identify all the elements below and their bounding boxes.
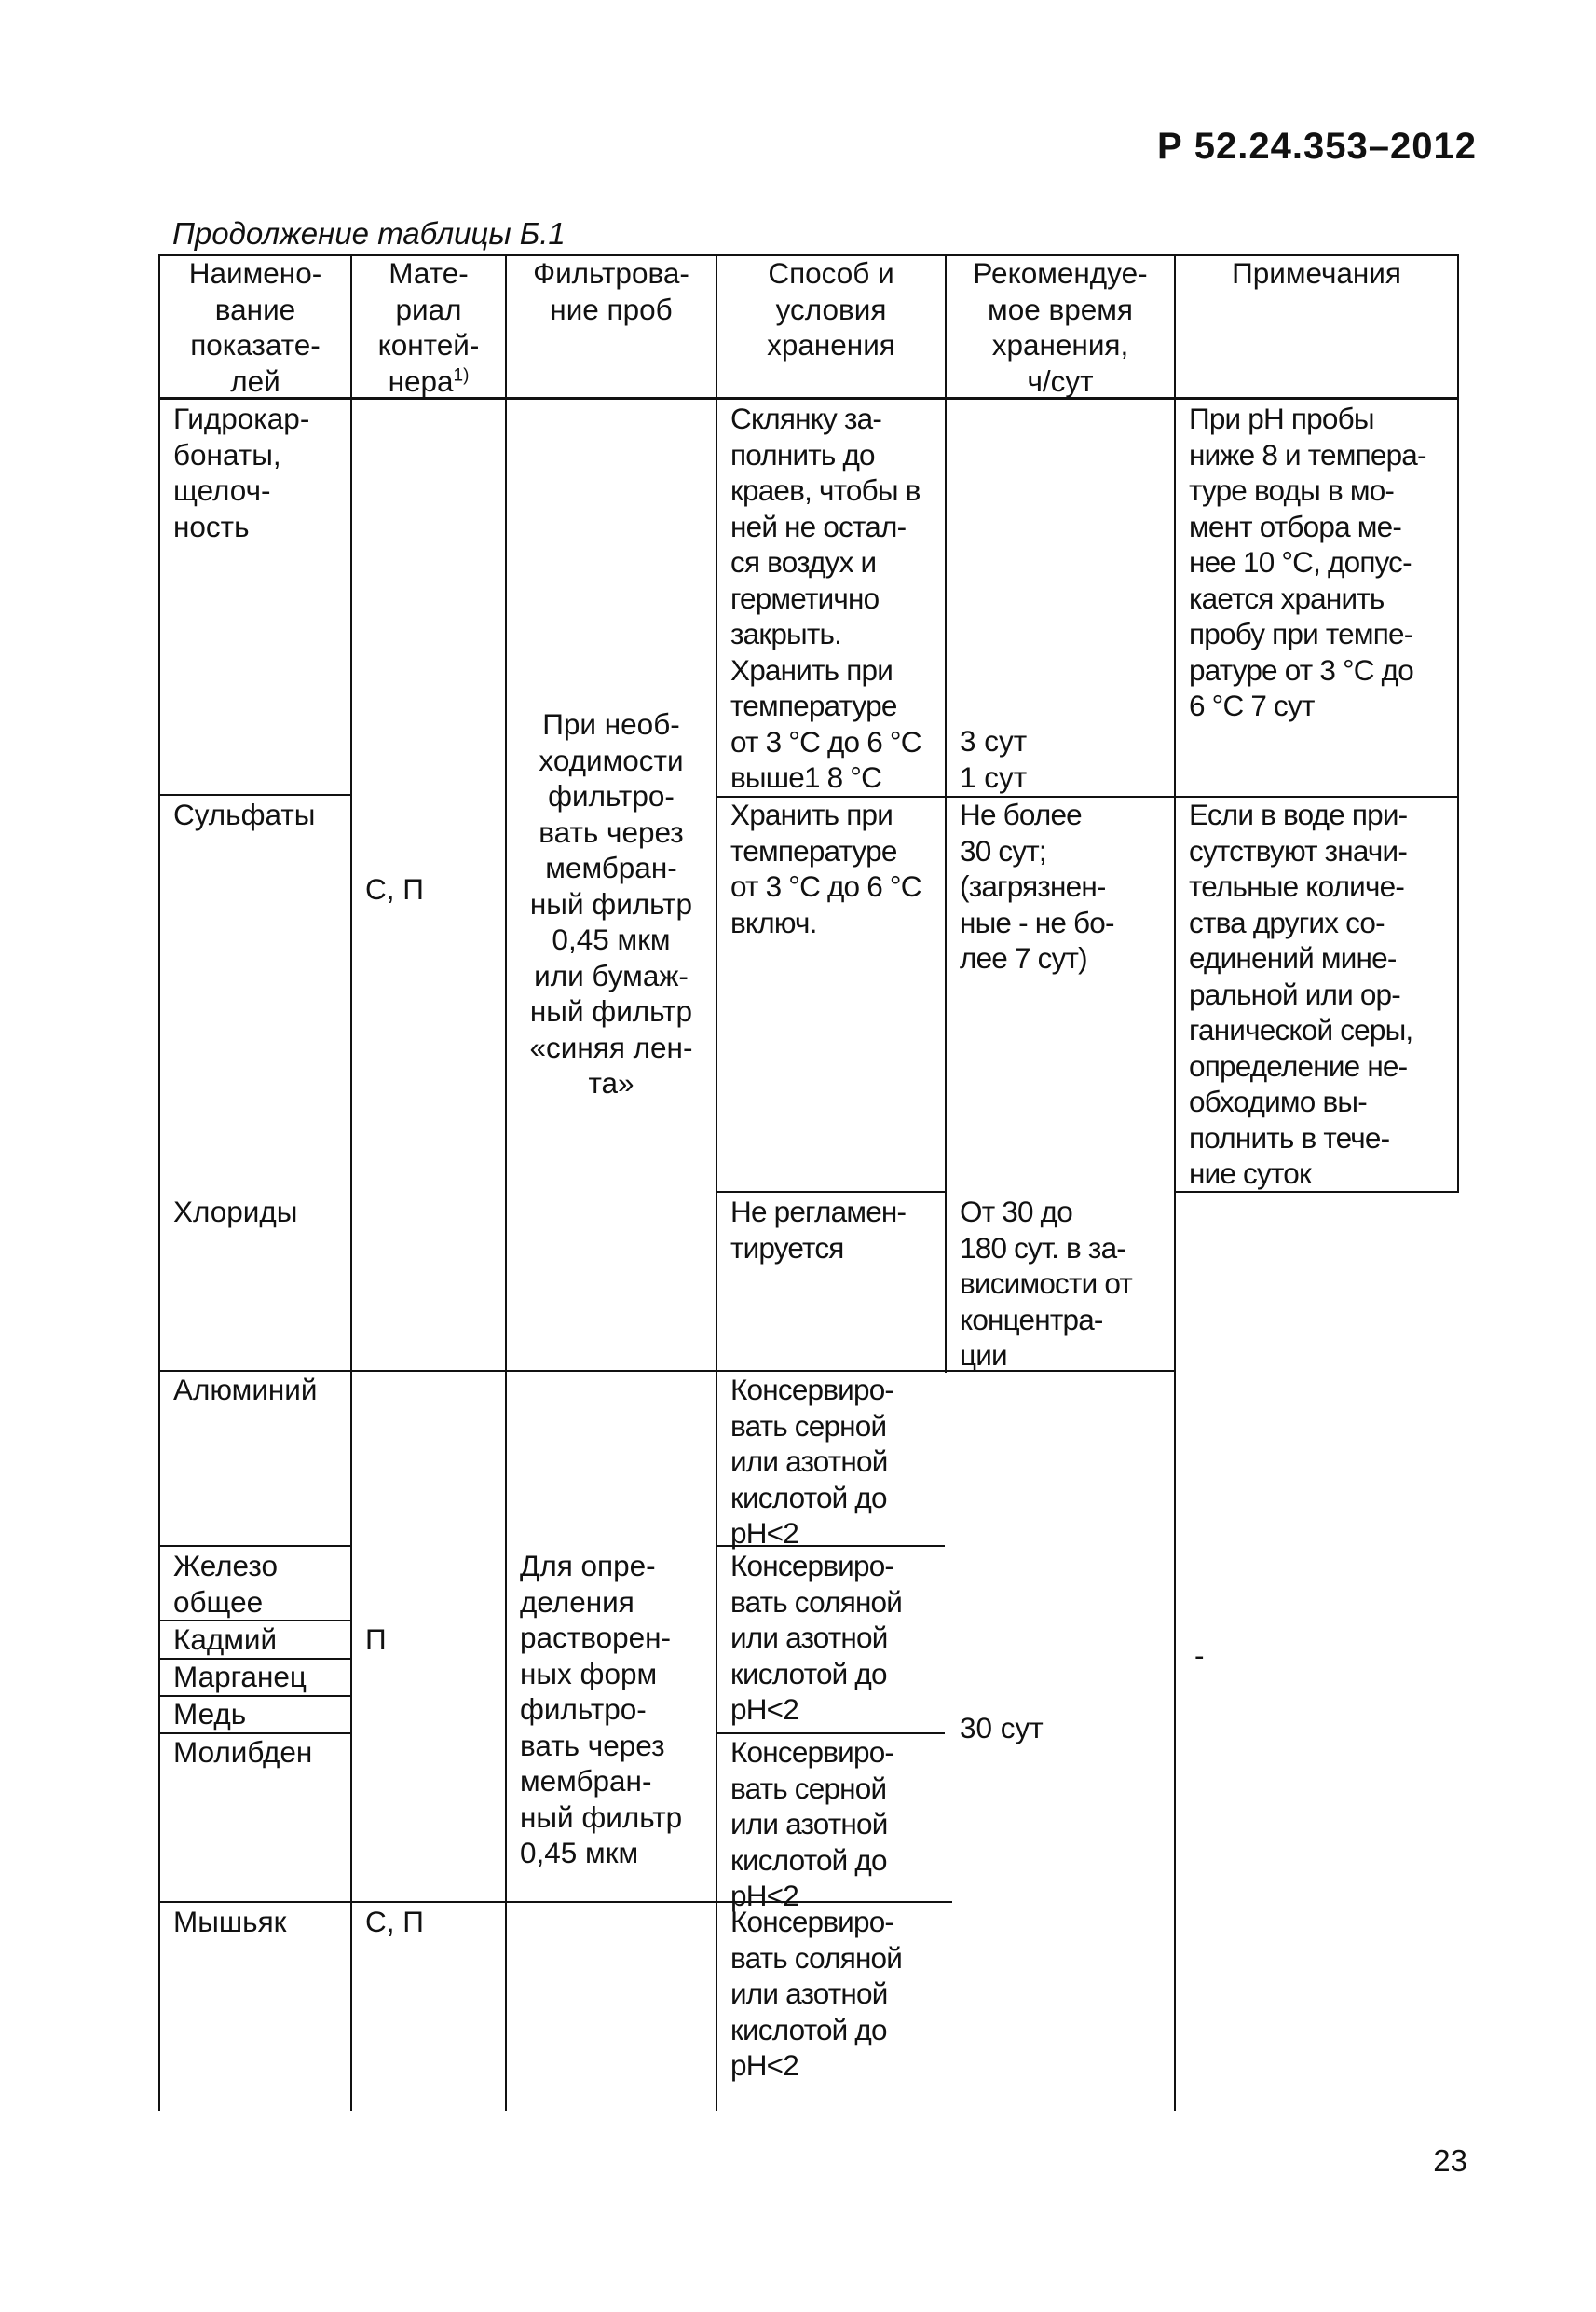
cell-material-group1: С, П: [365, 872, 424, 906]
cell-name-sulfates: Сульфаты: [173, 798, 316, 831]
table-caption: Продолжение таблицы Б.1: [172, 216, 566, 251]
document-number: Р 52.24.353–2012: [1157, 126, 1477, 167]
cell-note-group2: -: [1194, 1638, 1205, 1672]
cell-storage-aluminium: Консервиро- вать серной или азотной кислотой до рН<2: [730, 1373, 894, 1550]
table-border-right: [1457, 254, 1459, 1193]
cell-name-manganese: Марганец: [173, 1660, 307, 1693]
col-line-storage: [716, 254, 717, 2111]
cell-filter-group2: Для опре- деления растворен- ных форм фильтро- вать через мембран- ный фильтр 0,45 мкм: [520, 1549, 683, 1869]
header-notes: Примечания: [1232, 256, 1401, 290]
header-name: Наимено- вание показате- лей: [188, 256, 322, 398]
cell-storage-hydrocarbonates: Склянку за- полнить до краев, чтобы в ней не остал- ся воздух и герметично закрыть. Хранить при температуре от 3 °С до 6 °С выше1 8 °С: [730, 402, 921, 794]
header-time: Рекомендуе- мое время хранения, ч/сут: [973, 256, 1148, 398]
col-line-filtering: [505, 254, 507, 2111]
col-line-notes: [1174, 254, 1176, 2111]
cell-material-arsenic: С, П: [365, 1905, 424, 1938]
table-border-left: [158, 254, 160, 2111]
cell-name-copper: Медь: [173, 1697, 247, 1731]
header-storage: Способ и условия хранения: [767, 256, 895, 362]
cell-time-hydrocarbonates: 3 сут 1 сут: [960, 724, 1028, 794]
cell-time-sulfates: Не более 30 сут; (загрязнен- ные - не бо- лее 7 сут): [960, 798, 1114, 975]
header-material: Мате- риал контей- нера$^{1)}$: [377, 256, 480, 398]
row-line-al-fe: [158, 1545, 352, 1547]
col-line-time: [945, 254, 947, 1373]
cell-filter-group1: При необ- ходимости фильтро- вать через мембран- ный фильтр 0,45 мкм или бумаж- ный фильтр «синяя лен- та»: [529, 707, 693, 1100]
header-filtering: Фильтрова- ние проб: [533, 256, 689, 326]
cell-storage-arsenic: Консервиро- вать соляной или азотной кислотой до рН<2: [730, 1905, 903, 2082]
cell-name-arsenic: Мышьяк: [173, 1905, 287, 1938]
cell-material-group2: П: [365, 1622, 387, 1656]
cell-name-hydrocarbonates: Гидрокар- бонаты, щелоч- ность: [173, 402, 310, 543]
cell-note-sulfates: Если в воде при- сутствуют значи- тельные количе- ства других со- единений мине- ральной или ор- ганической серы, определение не- обходимо вы- полнить в тече- ние суток: [1189, 798, 1413, 1190]
cell-storage-sulfates: Хранить при температуре от 3 °С до 6 °С включ.: [730, 798, 921, 939]
page-number: 23: [1433, 2143, 1467, 2178]
cell-storage-molybdenum: Консервиро- вать серной или азотной кислотой до рН<2: [730, 1735, 894, 1912]
cell-time-chlorides: От 30 до 180 сут. в за- висимости от концентра- ции: [960, 1195, 1133, 1372]
cell-name-cadmium: Кадмий: [173, 1622, 278, 1656]
cell-time-group2: 30 сут: [960, 1711, 1044, 1744]
cell-storage-chlorides: Не регламен- тируется: [730, 1195, 907, 1265]
footnote-marker: 1): [453, 365, 470, 385]
cell-storage-iron-group: Консервиро- вать соляной или азотной кислотой до рН<2: [730, 1549, 903, 1726]
row-line-sulf-chlor: [717, 1191, 945, 1193]
col-line-material: [350, 254, 352, 2111]
row-line-hydro-sulf-name: [158, 794, 352, 796]
cell-name-aluminium: Алюминий: [173, 1373, 318, 1406]
cell-name-iron: Железо общее: [173, 1549, 278, 1619]
cell-note-hydrocarbonates: При рН пробы ниже 8 и темпера- туре воды в мо- мент отбора ме- нее 10 °С, допус- кается хранить пробу при темпе- ратуре от 3 °С до 6 °С 7 сут: [1189, 402, 1426, 722]
cell-name-molybdenum: Молибден: [173, 1735, 313, 1769]
cell-name-chlorides: Хлориды: [173, 1195, 298, 1228]
